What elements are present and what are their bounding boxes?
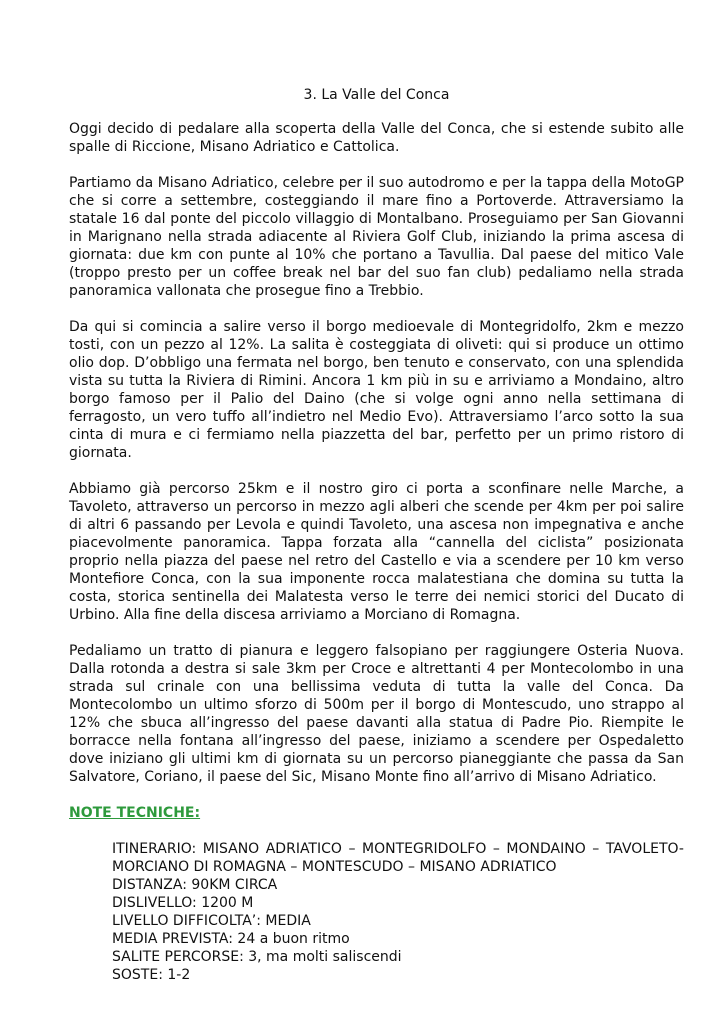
spec-climbs: SALITE PERCORSE: 3, ma molti saliscendi [112, 949, 402, 965]
paragraph-osteria-nuova: Pedaliamo un tratto di pianura e leggero falsopiano per raggiungere Osteria Nuova. Dalla rotonda a destra si sale 3km per Croce e altrettanti 4 per Montecolombo in una strada sul crinale con una bellissima veduta di tutta la valle del Conca. Da Montecolombo un ultimo sforzo di 500m per il borgo di Montescudo, uno strappo al 12% che sbuca all’ingresso del paese davanti alla statua di Padre Pio. Riempite le borracce nella fontana all’ingresso del paese, iniziamo a scendere per Ospedaletto dove iniziano gli ultimi km di giornata su un percorso pianeggiante che passa da San Salvatore, Coriano, il paese del Sic, Misano Monte fino all’arrivo di Misano Adriatico. [69, 643, 684, 785]
paragraph-start: Partiamo da Misano Adriatico, celebre per il suo autodromo e per la tappa della MotoGP che si corre a settembre, costeggiando il mare fino a Portoverde. Attraversiamo la statale 16 dal ponte del piccolo villaggio di Montalbano. Proseguiamo per San Giovanni in Marignano nella strada adiacente al Riviera Golf Club, iniziando la prima ascesa di giornata: due km con punte al 10% che portano a Tavullia. Dal paese del mitico Vale (troppo presto per un coffee break nel bar del suo fan club) pedaliamo nella strada panoramica vallonata che prosegue fino a Trebbio. [69, 175, 684, 299]
spec-average-speed: MEDIA PREVISTA: 24 a buon ritmo [112, 931, 350, 947]
document-title: 3. La Valle del Conca [303, 87, 450, 103]
paragraph-tavoleto: Abbiamo già percorso 25km e il nostro giro ci porta a sconfinare nelle Marche, a Tavoleto, attraverso un percorso in mezzo agli alberi che scende per 4km per poi salire di altri 6 passando per Levola e quindi Tavoleto, una ascesa non impegnativa e anche piacevolmente panoramica. Tappa forzata alla “cannella del ciclista” posizionata proprio nella piazza del paese nel retro del Castello e via a scendere per 10 km verso Montefiore Conca, con la sua imponente rocca malatestiana che domina su tutta la costa, storica sentinella dei Malatesta verso le terre dei nemici storici del Ducato di Urbino. Alla fine della discesa arriviamo a Morciano di Romagna. [69, 481, 684, 623]
notes-heading: NOTE TECNICHE: [69, 805, 201, 821]
technical-specs [112, 840, 684, 984]
paragraph-intro: Oggi decido di pedalare alla scoperta della Valle del Conca, che si estende subito alle spalle di Riccione, Misano Adriatico e Cattolica. [69, 121, 684, 155]
spec-itinerary-line-1: ITINERARIO: MISANO ADRIATICO – MONTEGRIDOLFO – MONDAINO – TAVOLETO- [112, 841, 684, 857]
spec-distance: DISTANZA: 90KM CIRCA [112, 877, 278, 893]
spec-elevation: DISLIVELLO: 1200 M [112, 895, 254, 911]
spec-itinerary-line-2: MORCIANO DI ROMAGNA – MONTESCUDO – MISANO ADRIATICO [112, 859, 557, 875]
paragraph-montegridolfo: Da qui si comincia a salire verso il borgo medioevale di Montegridolfo, 2km e mezzo tosti, con un pezzo al 12%. La salita è costeggiata di oliveti: qui si produce un ottimo olio dop. D’obbligo una fermata nel borgo, ben tenuto e conservato, con una splendida vista su tutta la Riviera di Rimini. Ancora 1 km più in su e arriviamo a Mondaino, altro borgo famoso per il Palio del Daino (che si volge ogni anno nella settimana di ferragosto, un vero tuffo all’indietro nel Medio Evo). Attraversiamo l’arco sotto la sua cinta di mura e ci fermiamo nella piazzetta del bar, perfetto per un primo ristoro di giornata. [69, 319, 684, 461]
document-page [69, 86, 684, 984]
spec-stops: SOSTE: 1-2 [112, 967, 191, 983]
spec-difficulty: LIVELLO DIFFICOLTA’: MEDIA [112, 913, 311, 929]
